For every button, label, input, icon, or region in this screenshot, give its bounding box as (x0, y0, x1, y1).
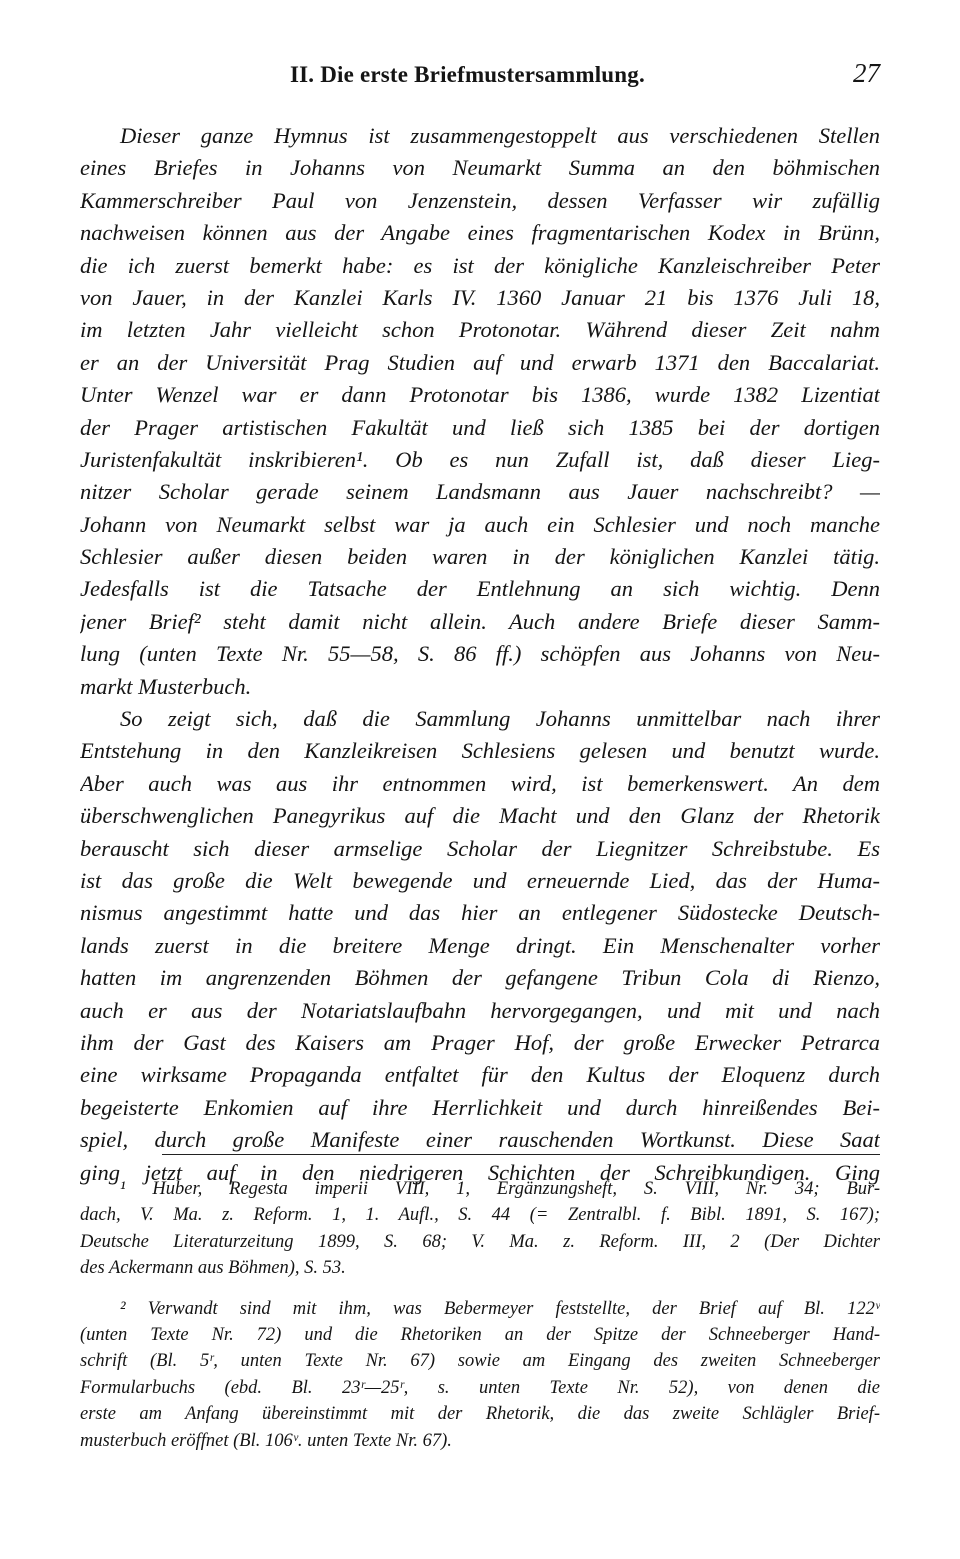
footnote-1 (80, 1176, 880, 1282)
text-line: jener Brief² steht damit nicht allein. Auch andere Briefe dieser Samm- (80, 608, 880, 634)
footnote-line: ² Verwandt sind mit ihm, was Bebermeyer feststellte, der Brief auf Bl. 122ᵛ (120, 1298, 880, 1319)
page-number: 27 (853, 58, 880, 88)
running-header (80, 58, 880, 98)
footnote-line: musterbuch eröffnet (Bl. 106ᵛ. unten Texte Nr. 67). (80, 1430, 452, 1451)
footnote-line: des Ackermann aus Böhmen), S. 53. (80, 1258, 346, 1279)
text-line: Kammerschreiber Paul von Jenzenstein, dessen Verfasser wir zufällig (80, 187, 880, 213)
text-line: So zeigt sich, daß die Sammlung Johanns unmittelbar nach ihrer (120, 706, 880, 732)
text-line: von Jauer, in der Kanzlei Karls IV. 1360 Januar 21 bis 1376 Juli 18, (80, 284, 880, 310)
text-line: spiel, durch große Manifeste einer rauschenden Wortkunst. Diese Saat (80, 1127, 880, 1153)
text-line: Johann von Neumarkt selbst war ja auch ein Schlesier und noch manche (80, 511, 880, 537)
chapter-title: II. Die erste Briefmustersammlung. (290, 62, 645, 87)
text-line: überschwenglichen Panegyrikus auf die Macht und den Glanz der Rhetorik (80, 803, 880, 829)
text-line: Juristenfakultät inskribieren¹. Ob es nun Zufall ist, daß dieser Lieg- (80, 446, 880, 472)
text-line: lands zuerst in die breitere Menge dringt. Ein Menschenalter vorher (80, 932, 880, 958)
text-line: ihm der Gast des Kaisers am Prager Hof, der große Erwecker Petrarca (80, 1029, 880, 1055)
footnote-line: schrift (Bl. 5ʳ, unten Texte Nr. 67) sowie am Eingang des zweiten Schneeberger (80, 1351, 880, 1372)
text-line: hatten im angrenzenden Böhmen der gefangene Tribun Cola di Rienzo, (80, 965, 880, 991)
footnote-line: Formularbuchs (ebd. Bl. 23ʳ—25ʳ, s. unten Texte Nr. 52), von denen die (80, 1377, 880, 1398)
text-line: eines Briefes in Johanns von Neumarkt Summa an den böhmischen (80, 155, 880, 181)
text-line: im letzten Jahr vielleicht schon Protonotar. Während dieser Zeit nahm (80, 317, 880, 343)
text-line: Schlesier außer diesen beiden waren in der königlichen Kanzlei tätig. (80, 544, 880, 570)
footnote-separator (162, 1154, 880, 1155)
text-line: der Prager artistischen Fakultät und ließ sich 1385 bei der dortigen (80, 414, 880, 440)
text-line: Unter Wenzel war er dann Protonotar bis 1386, wurde 1382 Lizentiat (80, 382, 880, 408)
text-line: auch er aus der Notariatslaufbahn hervorgegangen, und mit und nach (80, 997, 880, 1023)
text-line: begeisterte Enkomien auf ihre Herrlichkeit und durch hinreißendes Bei- (80, 1094, 880, 1120)
footnote-line: dach, V. Ma. z. Reform. 1, 1. Aufl., S. 44 (= Zentralbl. f. Bibl. 1891, S. 167); (80, 1205, 880, 1226)
text-line: nitzer Scholar gerade seinem Landsmann aus Jauer nachschreibt? — (80, 479, 880, 505)
text-line: Entstehung in den Kanzleikreisen Schlesiens gelesen und benutzt wurde. (80, 738, 880, 764)
text-line: ging jetzt auf in den niedrigeren Schichten der Schreibkundigen. Ging (80, 1159, 880, 1185)
text-line: markt Musterbuch. (80, 673, 252, 699)
text-line: nachweisen können aus der Angabe eines fragmentarischen Kodex in Brünn, (80, 220, 880, 246)
text-line: lung (unten Texte Nr. 55—58, S. 86 ff.) schöpfen aus Johanns von Neu- (80, 641, 880, 667)
footnote-2 (80, 1296, 880, 1454)
text-line: berauscht sich dieser armselige Scholar der Liegnitzer Schreibstube. Es (80, 835, 880, 861)
text-line: er an der Universität Prag Studien auf und erwarb 1371 den Baccalariat. (80, 349, 880, 375)
text-line: Jedesfalls ist die Tatsache der Entlehnung an sich wichtig. Denn (80, 576, 880, 602)
footnote-line: Deutsche Literaturzeitung 1899, S. 68; V. Ma. z. Reform. III, 2 (Der Dichter (80, 1231, 880, 1252)
text-line: Dieser ganze Hymnus ist zusammengestoppelt aus verschiedenen Stellen (120, 123, 880, 148)
footnote-line: erste am Anfang übereinstimmt mit der Rhetorik, die das zweite Schlägler Brief- (80, 1404, 880, 1425)
main-text (80, 120, 880, 1189)
text-line: ist das große die Welt bewegende und erneuernde Lied, das der Huma- (80, 867, 880, 893)
text-line: nismus angestimmt hatte und das hier an entlegener Südostecke Deutsch- (80, 900, 880, 926)
text-line: eine wirksame Propaganda entfaltet für den Kultus der Eloquenz durch (80, 1062, 880, 1088)
text-line: Aber auch was aus ihr entnommen wird, ist bemerkenswert. An dem (80, 770, 880, 796)
footnotes (80, 1176, 880, 1454)
footnote-line: (unten Texte Nr. 72) und die Rhetoriken an der Spitze der Schneeberger Hand- (80, 1324, 880, 1345)
footnote-line: ¹ Huber, Regesta imperii VIII, 1, Ergänzungsheft, S. VIII, Nr. 34; Bur- (120, 1179, 880, 1199)
text-line: die ich zuerst bemerkt habe: es ist der königliche Kanzleischreiber Peter (80, 252, 880, 278)
